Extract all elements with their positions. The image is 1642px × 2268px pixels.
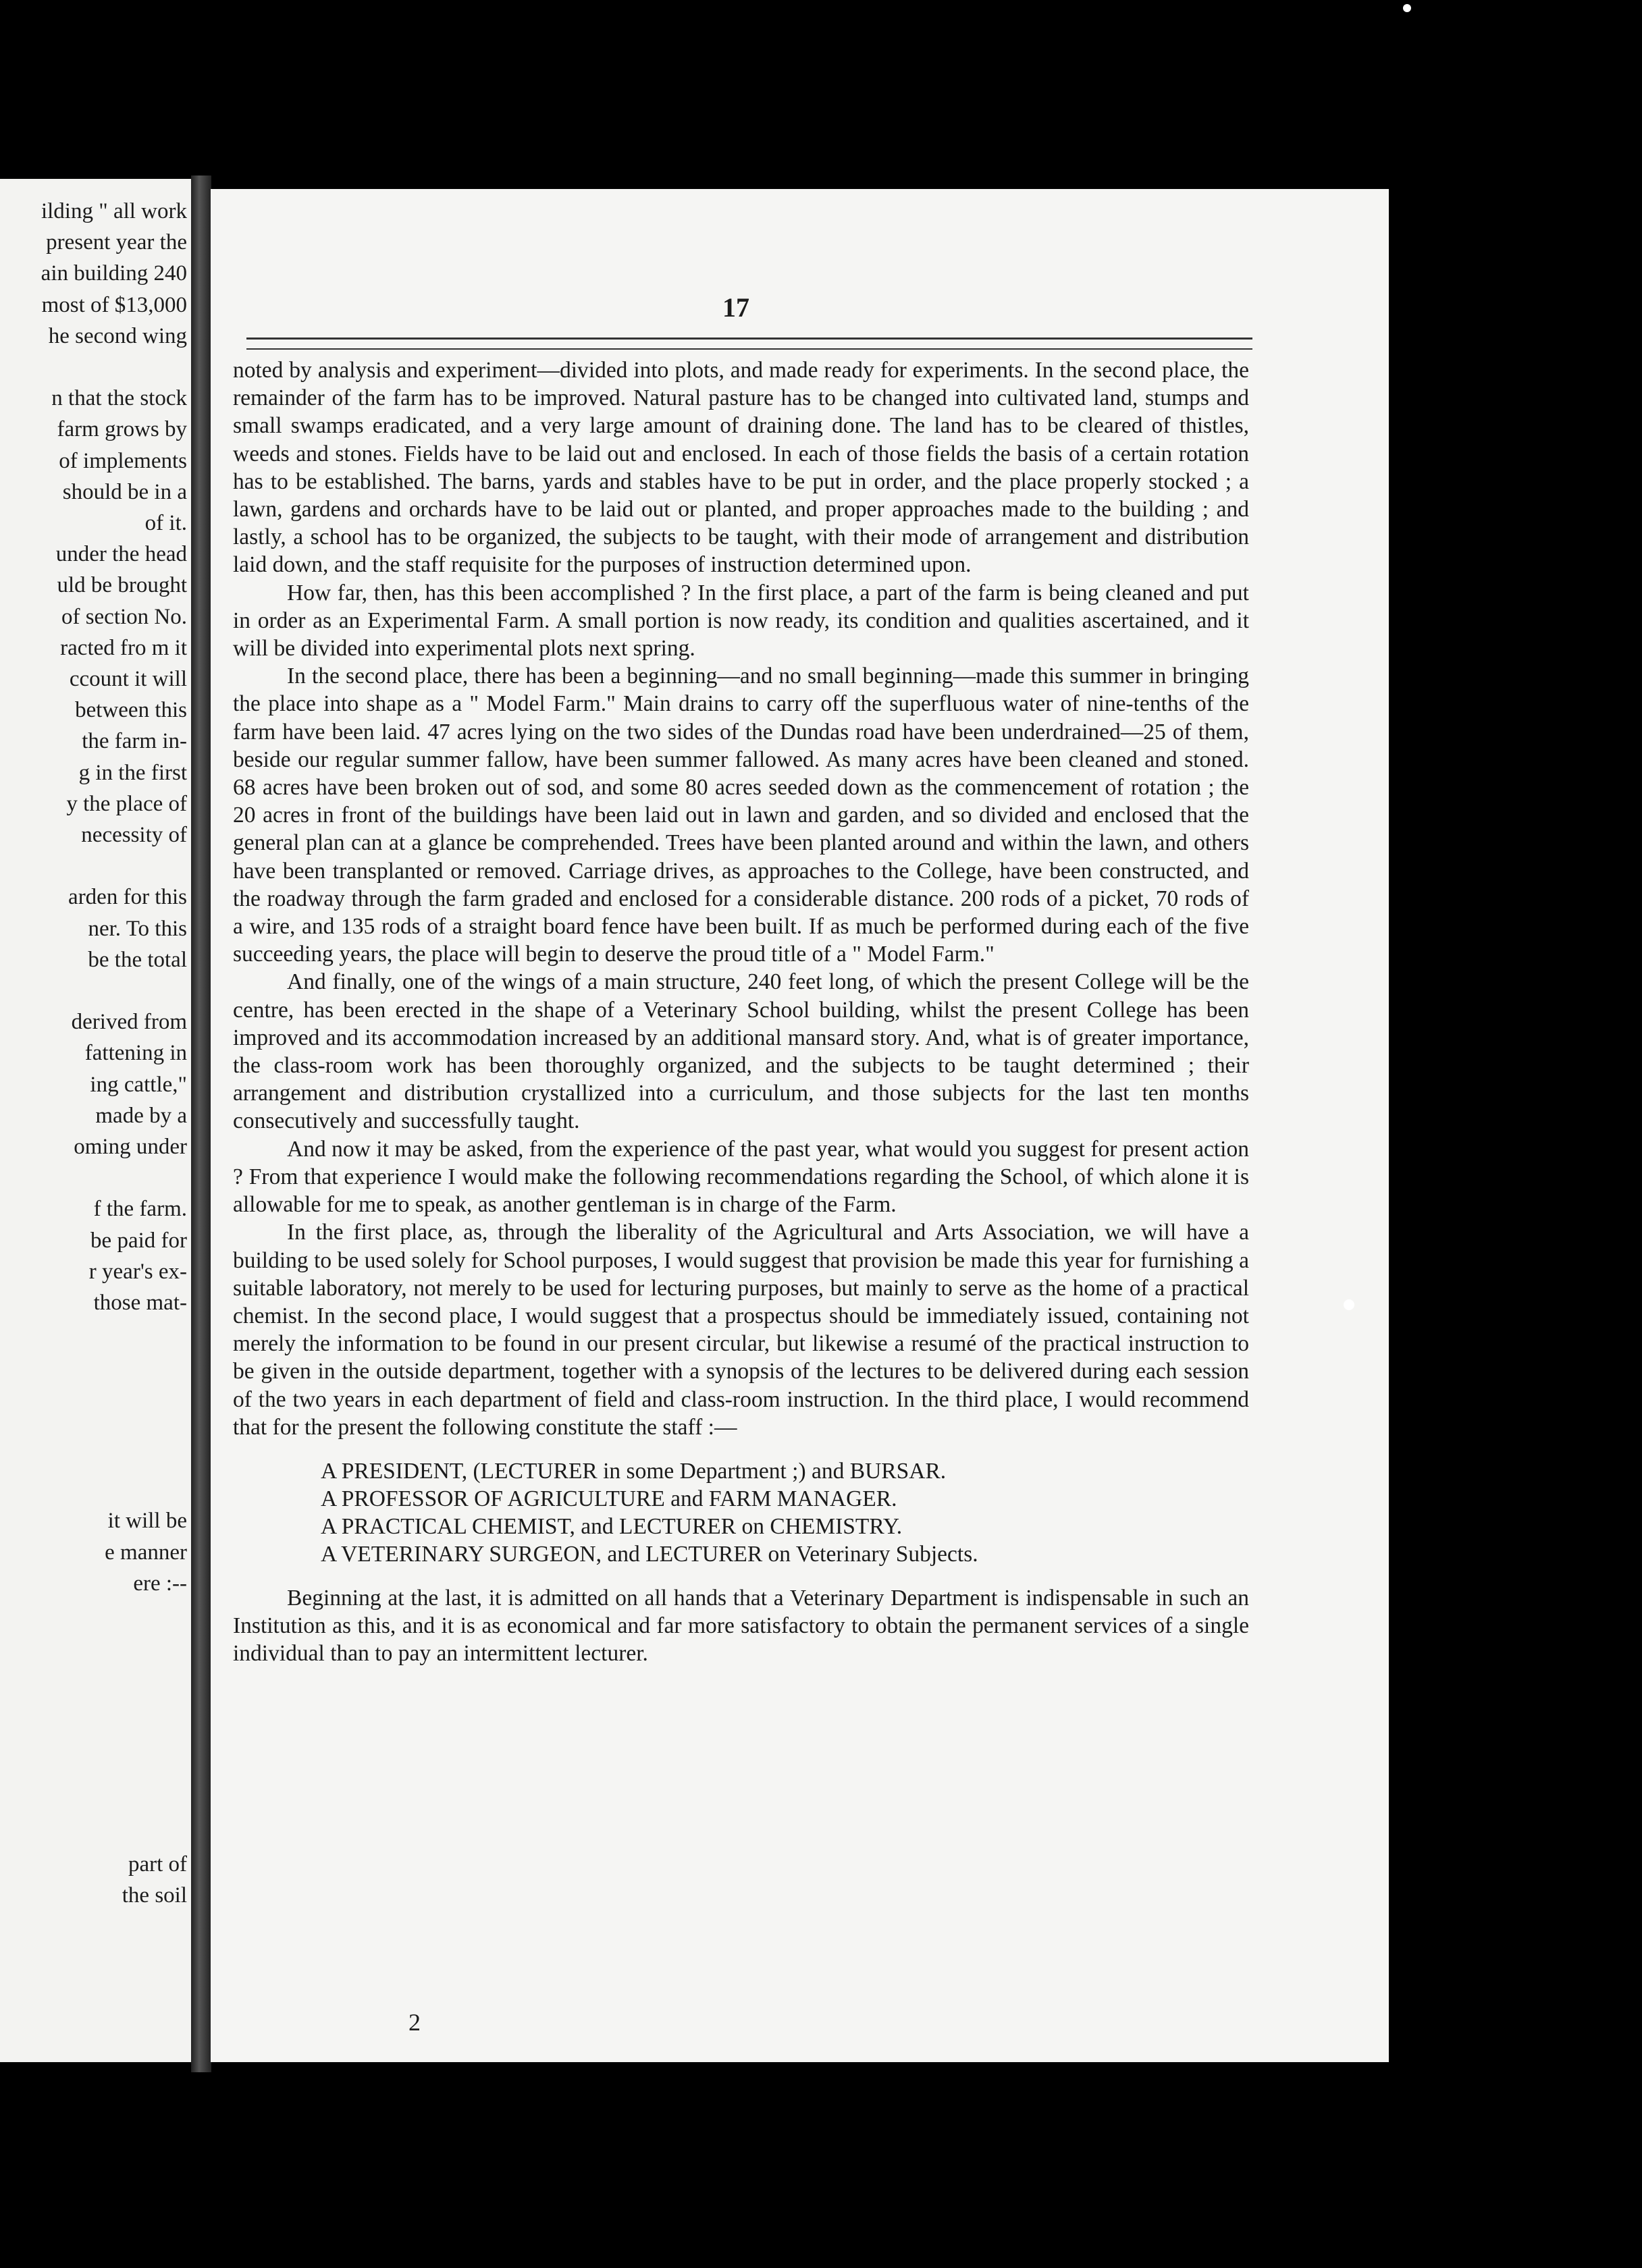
left-page-line: f the farm. [93,1197,187,1222]
left-facing-page [0,179,192,2062]
left-page-line: part of [128,1852,187,1877]
left-page-line: he second wing [48,323,187,348]
left-page-line: r year's ex- [88,1259,187,1284]
left-page-line: be the total [88,947,187,972]
left-page-line: ain building 240 [41,261,187,286]
left-page-line: e manner [105,1540,187,1565]
left-page-line: of implements [59,448,187,473]
scan-speck [1403,4,1411,12]
staff-item-president: A PRESIDENT, (LECTURER in some Department ;) and BURSAR. [321,1458,947,1484]
left-page-line: present year the [46,230,187,255]
header-rule [246,338,1252,350]
left-page-line: necessity of [81,823,187,847]
signature-mark: 2 [408,2009,421,2036]
paragraph-1: noted by analysis and experiment—divided into plots, and made ready for experiments. In the second place, the remainder of the farm has to be improved. Natural pasture has to be changed into cultivated land, stumps and small swamps eradicated, and a very large amount of draining done. The land has to be cleared of thistles, weeds and stones. Fields have to be laid out and enclosed. In each of those fields the basis of a certain rotation has to be established. The barns, yards and stables have to be put in order, and the place properly stocked ; a lawn, gardens and orchards have to be laid out or planted, and proper approaches made to the building ; and lastly, a school has to be organized, the subjects to be taught, with their mode of arrangement and distribution laid down, and the staff requisite for the purposes of instruction determined upon. [233,358,1249,578]
left-page-line: racted fro m it [60,635,187,660]
paragraph-2: How far, then, has this been accomplished ? In the first place, a part of the farm is being cleaned and put in order as an Experimental Farm. A small portion is now ready, its condition and qualities ascertained, and it will be divided into experimental plots next spring. [233,580,1249,662]
left-page-line: made by a [95,1103,187,1128]
left-page-line: the farm in- [82,729,187,754]
left-page-line: should be in a [62,479,187,504]
page-body [233,356,1249,1668]
paragraph-4: And finally, one of the wings of a main structure, 240 feet long, of which the present College will be the centre, has been erected in the shape of a Veterinary School building, whilst the present College has been improved and its accommodation increased by an additional mansard story. And, what is of greater importance, the class-room work has been thoroughly organized, and the subjects to be taught determined ; their arrangement and distribution crystallized into a curriculum, and those subjects for the last ten months consecutively and successfully taught. [233,969,1249,1134]
left-page-line: farm grows by [57,417,187,442]
left-page-line: fattening in [84,1041,187,1066]
staff-item-professor: A PROFESSOR OF AGRICULTURE and FARM MANAGER. [321,1486,897,1511]
left-page-line: the soil [122,1883,187,1908]
left-page-line: be paid for [90,1228,187,1253]
paragraph-5: And now it may be asked, from the experience of the past year, what would you suggest for present action ? From that experience I would make the following recommendations regarding the School, of which alone it is allowable for me to speak, as another gentleman is in charge of the Farm. [233,1136,1249,1218]
left-page-line: ing cattle," [90,1072,187,1097]
left-page-line: under the head [55,542,187,567]
book-gutter [191,176,211,2072]
left-page-line: ilding " all work [41,199,187,223]
left-page-line: ner. To this [88,916,187,941]
staff-list [321,1457,1249,1568]
left-page-line: between this [75,698,187,723]
left-page-line: ere :-- [133,1571,187,1596]
left-page-line: arden for this [68,885,187,910]
left-page-line: oming under [74,1135,187,1159]
staff-item-veterinary: A VETERINARY SURGEON, and LECTURER on Veterinary Subjects. [321,1541,978,1567]
closing-paragraph: Beginning at the last, it is admitted on all hands that a Veterinary Department is indispensable in such an Institution as this, and it is as economical and far more satisfactory to obtain the permanent services of a single individual than to pay an intermittent lecturer. [233,1585,1249,1667]
paragraph-3: In the second place, there has been a beginning—and no small beginning—made this summer in bringing the place into shape as a " Model Farm." Main drains to carry off the superfluous water of nine-tenths of the farm have been laid. 47 acres lying on the two sides of the Dundas road have been underdrained—25 of them, beside our regular summer fallow, have been summer fallowed. As many acres have been cleaned and stoned. 68 acres have been broken out of sod, and some 80 acres seeded down as the commencement of rotation ; the 20 acres in front of the buildings have been laid out in lawn and garden, and so divided and enclosed that the general plan can at a glance be comprehended. Trees have been planted around and within the lawn, and others have been transplanted or removed. Carriage drives, as approaches to the College, have been constructed, and the roadway through the farm graded and enclosed for a considerable distance. 200 rods of a picket, 70 rods of a wire, and 135 rods of a straight board fence have been built. If as much be performed during each of the five succeeding years, the place will begin to deserve the proud title of a " Model Farm." [233,664,1249,967]
left-page-line: of section No. [61,604,187,629]
left-page-line: most of $13,000 [41,292,187,317]
left-page-line: those mat- [93,1291,187,1315]
left-page-line: uld be brought [57,573,187,598]
left-page-line: g in the first [78,760,187,785]
page-number: 17 [722,292,749,323]
left-page-line: of it. [144,511,187,535]
paragraph-6: In the first place, as, through the liberality of the Agricultural and Arts Association, we will have a building to be used solely for School purposes, I would suggest that provision be made this year for furnishing a suitable laboratory, not merely to be used for lecturing purposes, but mainly to serve as the home of a practical chemist. In the second place, I would suggest that a prospectus should be immediately issued, containing not merely the information to be found in our present circular, but likewise a resumé of the practical instruction to be given in the outside department, together with a synopsis of the lectures to be delivered during each session of the two years in each department of field and class-room instruction. In the third place, I would recommend that for the present the following constitute the staff :— [233,1220,1249,1440]
left-page-line: ccount it will [69,667,187,691]
staff-item-chemist: A PRACTICAL CHEMIST, and LECTURER on CHEMISTRY. [321,1513,903,1539]
scan-speck [1344,1299,1354,1310]
left-page-line: y the place of [66,791,187,816]
left-page-line: it will be [107,1509,187,1534]
left-page-line: derived from [71,1010,187,1035]
left-page-line: n that the stock [51,386,187,411]
